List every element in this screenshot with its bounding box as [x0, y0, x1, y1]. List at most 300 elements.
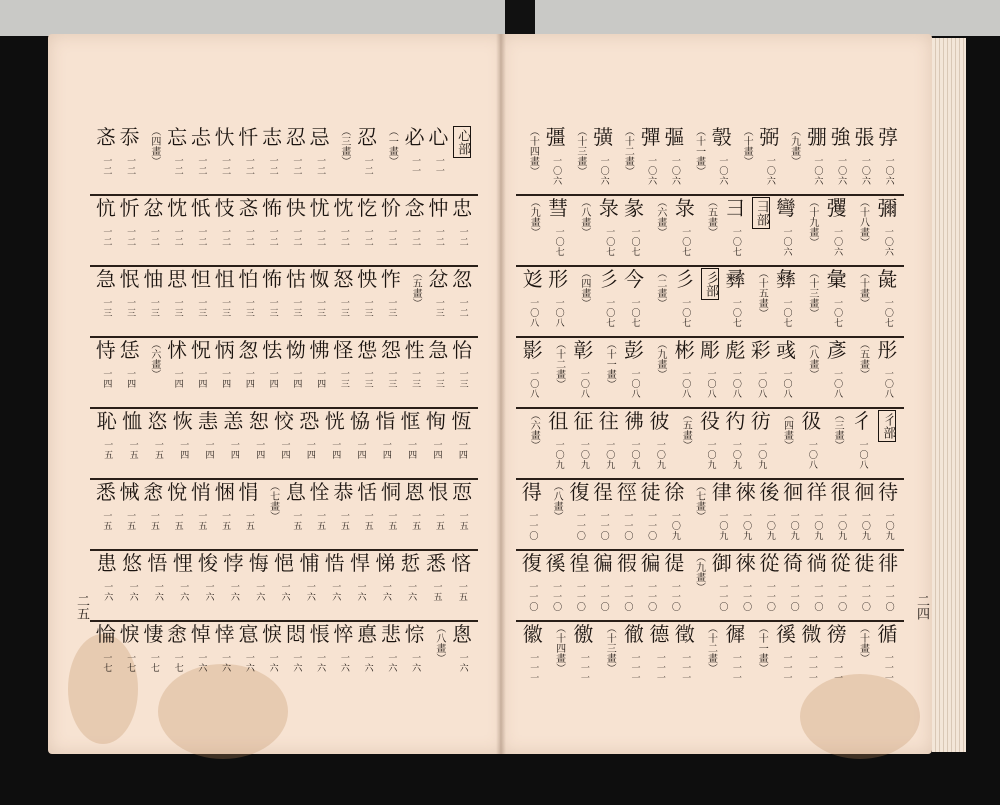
index-entry	[758, 481, 782, 551]
index-entry	[672, 268, 697, 338]
stroke-count-note	[615, 126, 639, 196]
entry-page-number: 一六	[102, 582, 113, 602]
index-entry	[403, 197, 427, 267]
index-entry	[647, 410, 672, 480]
entry-page-number: 一一〇	[622, 511, 633, 541]
entry-page-number: 一三	[267, 298, 278, 318]
entry-character: 怏	[357, 267, 378, 291]
entry-page-number: 一五	[431, 582, 442, 602]
entry-character: 忧	[309, 196, 330, 220]
entry-page-number: 一二	[362, 227, 373, 247]
index-entry	[571, 410, 596, 480]
index-entry	[355, 126, 379, 196]
entry-character: 恤	[122, 409, 143, 433]
index-entry	[145, 410, 170, 480]
entry-page-number: 一五	[457, 511, 468, 531]
entry-character: 忮	[214, 196, 235, 220]
index-entry	[142, 268, 166, 338]
entry-page-number: 一一一	[578, 653, 589, 683]
index-entry	[142, 623, 166, 693]
entry-page-number: 一二	[243, 227, 254, 247]
index-entry	[427, 481, 451, 551]
entry-page-number: 一六	[406, 582, 417, 602]
index-entry	[403, 339, 427, 409]
index-entry	[119, 410, 144, 480]
entry-character: 徯	[545, 551, 566, 575]
stroke-count-label: （十一畫）	[604, 339, 616, 389]
entry-character: 恩	[404, 480, 425, 504]
entry-page-number: 一六	[457, 653, 468, 673]
index-entry	[260, 623, 284, 693]
index-entry	[621, 197, 646, 267]
stroke-count-note	[596, 623, 621, 693]
entry-page-number: 一六	[220, 653, 231, 673]
index-row	[520, 410, 900, 480]
entry-page-number: 一〇九	[654, 440, 665, 470]
entry-character: 征	[573, 409, 594, 433]
index-entry	[213, 126, 237, 196]
entry-page-number: 一一〇	[598, 511, 609, 541]
index-entry	[520, 623, 545, 693]
entry-page-number: 一一	[433, 156, 444, 176]
entry-page-number: 一〇八	[528, 369, 539, 399]
entry-page-number: 一三	[386, 369, 397, 389]
stroke-count-label: （十五畫）	[756, 268, 768, 318]
entry-page-number: 一三	[291, 298, 302, 318]
entry-page-number: 一〇七	[730, 227, 741, 257]
entry-character: 恂	[426, 409, 446, 433]
index-entry	[723, 623, 748, 693]
index-entry	[723, 197, 748, 267]
entry-page-number: 一〇六	[832, 227, 843, 257]
entry-page-number: 一〇九	[717, 511, 728, 541]
index-entry	[94, 339, 118, 409]
index-entry	[423, 410, 448, 480]
entry-character: 怹	[357, 338, 378, 362]
index-entry	[322, 410, 347, 480]
index-entry	[284, 339, 308, 409]
entry-character: 徊	[783, 480, 804, 504]
entry-page-number: 一二	[433, 227, 444, 247]
open-book	[44, 34, 970, 762]
stroke-count-note	[824, 410, 849, 480]
entry-character: 悋	[451, 551, 472, 575]
index-entry	[213, 268, 237, 338]
entry-character: 恉	[375, 409, 396, 433]
index-entry	[876, 126, 900, 196]
entry-page-number: 一四	[315, 369, 326, 389]
entry-page-number: 一三	[362, 369, 373, 389]
index-entry	[119, 552, 144, 622]
index-entry	[189, 339, 213, 409]
index-entry	[520, 481, 544, 551]
index-entry	[596, 410, 621, 480]
index-entry	[403, 481, 427, 551]
stroke-count-label: （九畫）	[654, 339, 666, 379]
book-gutter	[496, 34, 506, 754]
entry-character: 彔	[674, 196, 695, 220]
index-row	[520, 126, 900, 196]
index-entry	[805, 481, 829, 551]
stroke-count-label: （五畫）	[410, 268, 422, 308]
index-entry	[545, 410, 570, 480]
index-entry	[213, 623, 237, 693]
entry-character: 徜	[806, 551, 827, 575]
entry-character: 待	[878, 480, 899, 504]
index-entry	[118, 126, 142, 196]
entry-character: 忱	[167, 196, 188, 220]
entry-character: 彉	[593, 125, 614, 149]
entry-character: 循	[877, 622, 898, 646]
entry-character: 彿	[624, 409, 645, 433]
entry-character: 忞	[238, 196, 259, 220]
entry-character: 恫	[380, 480, 401, 504]
entry-page-number: 一〇八	[806, 440, 817, 470]
entry-page-number: 一五	[386, 511, 397, 531]
entry-page-number: 一五	[148, 511, 159, 531]
entry-character: 彘	[877, 267, 898, 291]
index-entry	[520, 339, 545, 409]
entry-page-number: 一三	[196, 298, 207, 318]
stroke-count-note	[260, 481, 284, 551]
entry-character: 德	[649, 622, 670, 646]
index-entry	[520, 552, 544, 622]
entry-character: 復	[521, 551, 542, 575]
entry-page-number: 一五	[127, 440, 138, 460]
entry-page-number: 一一一	[528, 653, 539, 683]
index-entry	[332, 339, 356, 409]
entry-page-number: 一四	[125, 369, 136, 389]
entry-page-number: 一一〇	[646, 511, 657, 541]
entry-character: 彳	[852, 409, 872, 433]
index-entry	[379, 481, 403, 551]
entry-page-number: 一五	[291, 511, 302, 531]
index-entry	[297, 552, 322, 622]
entry-page-number: 一三	[172, 298, 183, 318]
index-row	[94, 268, 474, 338]
index-entry	[213, 481, 237, 551]
entry-character: 志	[262, 125, 283, 149]
stroke-count-label: （十三畫）	[604, 623, 616, 673]
stroke-count-label: （四畫）	[578, 268, 590, 308]
entry-page-number: 一四	[406, 440, 417, 460]
entry-character: 彄	[664, 125, 685, 149]
index-entry	[615, 552, 639, 622]
entry-character: 彙	[826, 267, 847, 291]
entry-page-number: 一四	[267, 369, 278, 389]
entry-page-number: 一二	[338, 227, 349, 247]
index-entry	[672, 339, 697, 409]
index-entry	[308, 268, 332, 338]
index-entry	[221, 552, 246, 622]
index-entry	[246, 552, 271, 622]
index-entry	[118, 197, 142, 267]
stroke-count-note	[799, 339, 824, 409]
entry-character: 忝	[119, 125, 140, 149]
entry-character: 徹	[624, 622, 645, 646]
entry-page-number: 一四	[380, 440, 391, 460]
entry-character: 念	[404, 196, 425, 220]
entry-character: 形	[548, 267, 569, 291]
entry-character: 恙	[223, 409, 244, 433]
entry-character: 恔	[274, 409, 295, 433]
entry-page-number: 一〇七	[629, 227, 640, 257]
index-entry	[94, 268, 118, 338]
entry-character: 恕	[248, 409, 269, 433]
index-entry	[355, 339, 379, 409]
stroke-count-label: （十畫）	[857, 623, 869, 663]
index-entry	[237, 197, 261, 267]
entry-page-number: 一二	[196, 227, 207, 247]
page-number: 二五	[74, 594, 89, 620]
index-entry	[355, 197, 379, 267]
stroke-count-note	[849, 623, 874, 693]
index-entry	[571, 339, 596, 409]
entry-page-number: 一〇六	[598, 156, 609, 186]
entry-character: 怯	[262, 338, 283, 362]
stroke-count-label: （八畫）	[578, 197, 590, 237]
entry-character: 徉	[806, 480, 827, 504]
entry-character: 徒	[640, 480, 661, 504]
entry-character: 忘	[167, 125, 188, 149]
index-row	[520, 268, 900, 338]
index-entry	[829, 552, 853, 622]
entry-character: 彈	[640, 125, 661, 149]
entry-character: 悊	[400, 551, 421, 575]
entry-character: 徘	[878, 551, 899, 575]
entry-page-number: 一五	[101, 511, 112, 531]
stroke-count-note	[544, 481, 568, 551]
entry-page-number: 一一〇	[883, 582, 894, 612]
entry-character: 怓	[309, 267, 330, 291]
entry-page-number: 一三	[338, 298, 349, 318]
entry-page-number: 一三	[243, 298, 254, 318]
index-entry	[615, 481, 639, 551]
index-entry	[260, 197, 284, 267]
index-entry	[568, 481, 592, 551]
index-entry	[170, 552, 195, 622]
index-entry	[118, 268, 142, 338]
entry-character: 彫	[700, 338, 721, 362]
entry-page-number: 一六	[291, 653, 302, 673]
index-entry	[520, 268, 545, 338]
entry-page-number: 一〇九	[836, 511, 847, 541]
entry-page-number: 一〇六	[764, 156, 775, 186]
entry-page-number: 一一一	[781, 653, 792, 683]
entry-page-number: 一四	[431, 440, 442, 460]
entry-character: 悻	[214, 622, 235, 646]
stroke-count-note	[781, 126, 805, 196]
entry-character: 彔	[598, 196, 619, 220]
entry-character: 怖	[262, 196, 283, 220]
index-row	[520, 197, 900, 267]
index-entry	[723, 410, 748, 480]
entry-character: 悁	[238, 480, 259, 504]
entry-page-number: 一一〇	[646, 582, 657, 612]
index-entry	[710, 552, 734, 622]
index-entry	[773, 197, 798, 267]
index-entry	[450, 339, 474, 409]
entry-page-number: 一二	[243, 156, 254, 176]
index-row	[94, 410, 474, 480]
index-entry	[322, 552, 347, 622]
stroke-count-label: （十二畫）	[705, 623, 717, 673]
entry-character: 悴	[333, 622, 354, 646]
entry-page-number: 一四	[101, 369, 112, 389]
entry-character: 徠	[735, 480, 756, 504]
stroke-count-label: （十二畫）	[622, 126, 634, 176]
entry-page-number: 一六	[267, 653, 278, 673]
entry-character: 徂	[548, 409, 569, 433]
entry-page-number: 一〇七	[680, 298, 691, 328]
entry-character: 悟	[147, 551, 168, 575]
stroke-count-label: （十三畫）	[806, 268, 818, 318]
index-entry	[284, 126, 308, 196]
entry-character: 徐	[664, 480, 685, 504]
entry-page-number: 一四	[243, 369, 254, 389]
stroke-count-label: （十八畫）	[857, 197, 869, 247]
index-entry	[734, 481, 758, 551]
index-entry	[571, 623, 596, 693]
entry-character: 弴	[878, 125, 899, 149]
entry-character: 患	[96, 551, 117, 575]
index-entry	[195, 552, 220, 622]
entry-page-number: 一六	[304, 582, 315, 602]
index-entry	[237, 268, 261, 338]
entry-character: 息	[285, 480, 306, 504]
entry-character: 恇	[400, 409, 421, 433]
stroke-count-label: （九畫）	[693, 552, 705, 592]
page-edges	[932, 38, 966, 752]
index-entry	[723, 339, 748, 409]
stroke-count-label: （十二畫）	[553, 339, 565, 389]
radical-heading	[748, 197, 773, 267]
stroke-count-label: （十四畫）	[527, 126, 539, 176]
index-entry	[284, 481, 308, 551]
index-entry	[591, 481, 615, 551]
entry-page-number: 一〇八	[730, 369, 741, 399]
entry-page-number: 一〇九	[604, 440, 615, 470]
entry-character: 怛	[190, 267, 211, 291]
entry-character: 徬	[826, 622, 847, 646]
entry-character: 彧	[776, 338, 797, 362]
entry-character: 怞	[143, 267, 164, 291]
entry-character: 彥	[826, 338, 847, 362]
radical-label: 彡部	[701, 268, 719, 300]
index-entry	[332, 268, 356, 338]
entry-page-number: 一〇六	[781, 227, 792, 257]
entry-character: 忻	[119, 196, 140, 220]
index-entry	[427, 126, 451, 196]
entry-character: 怍	[380, 267, 401, 291]
entry-page-number: 一一〇	[527, 511, 538, 541]
index-entry	[237, 339, 261, 409]
entry-page-number: 一一一	[730, 653, 741, 683]
index-entry	[596, 268, 621, 338]
entry-character: 彗	[548, 196, 569, 220]
entry-character: 忠	[452, 196, 473, 220]
index-entry	[639, 552, 663, 622]
entry-page-number: 一二	[196, 156, 207, 176]
index-entry	[672, 623, 697, 693]
entry-character: 忦	[380, 196, 401, 220]
entry-character: 悅	[167, 480, 188, 504]
entry-character: 役	[700, 409, 721, 433]
stroke-count-label: （六畫）	[148, 339, 160, 379]
entry-character: 怪	[333, 338, 354, 362]
entry-page-number: 一〇八	[857, 440, 868, 470]
index-entry	[94, 126, 118, 196]
stroke-count-label: （七畫）	[267, 481, 279, 521]
entry-page-number: 一一〇	[622, 582, 633, 612]
entry-page-number: 一〇九	[553, 440, 564, 470]
entry-page-number: 一六	[330, 582, 341, 602]
entry-character: 悉	[426, 551, 446, 575]
entry-page-number: 一一一	[832, 653, 843, 683]
entry-page-number: 一〇六	[882, 227, 893, 257]
entry-page-number: 一四	[279, 440, 290, 460]
entry-page-number: 一五	[125, 511, 136, 531]
entry-character: 急	[95, 267, 116, 291]
stroke-count-note	[734, 126, 758, 196]
entry-page-number: 一六	[386, 653, 397, 673]
entry-character: 彌	[877, 196, 898, 220]
entry-character: 怙	[285, 267, 306, 291]
entry-character: 彩	[750, 338, 771, 362]
index-entry	[94, 197, 118, 267]
entry-character: 徎	[593, 480, 614, 504]
index-row	[94, 552, 474, 622]
entry-page-number: 一五	[315, 511, 326, 531]
entry-character: 很	[830, 480, 851, 504]
entry-character: 徛	[783, 551, 804, 575]
radical-label: 心部	[453, 126, 471, 158]
entry-character: 彝	[776, 267, 797, 291]
entry-character: 忿	[428, 267, 449, 291]
index-entry	[189, 623, 213, 693]
entry-page-number: 一〇九	[741, 511, 752, 541]
index-row	[520, 552, 900, 622]
entry-character: 得	[521, 480, 542, 504]
entry-character: 悼	[190, 622, 211, 646]
index-entry	[829, 481, 853, 551]
entry-character: 彴	[725, 409, 746, 433]
stroke-count-label: （五畫）	[857, 339, 869, 379]
entry-character: 心	[428, 125, 449, 149]
entry-character: 忔	[357, 196, 378, 220]
stroke-count-label: （四畫）	[148, 126, 160, 166]
index-entry	[403, 623, 427, 693]
index-entry	[170, 410, 195, 480]
entry-page-number: 一二	[362, 156, 373, 176]
entry-page-number: 一一〇	[788, 582, 799, 612]
entry-character: 徯	[776, 622, 797, 646]
entry-character: 忼	[95, 196, 116, 220]
entry-page-number: 一三	[386, 298, 397, 318]
index-entry	[781, 481, 805, 551]
index-entry	[758, 552, 782, 622]
index-entry	[189, 268, 213, 338]
stroke-count-label: （五畫）	[680, 410, 692, 450]
entry-character: 悵	[309, 622, 330, 646]
entry-character: 彡	[674, 267, 695, 291]
stroke-count-note	[379, 126, 403, 196]
stroke-count-note	[686, 481, 710, 551]
index-entry	[829, 126, 853, 196]
entry-page-number: 一五	[433, 511, 444, 531]
entry-page-number: 一一〇	[598, 582, 609, 612]
entry-character: 恣	[147, 409, 168, 433]
